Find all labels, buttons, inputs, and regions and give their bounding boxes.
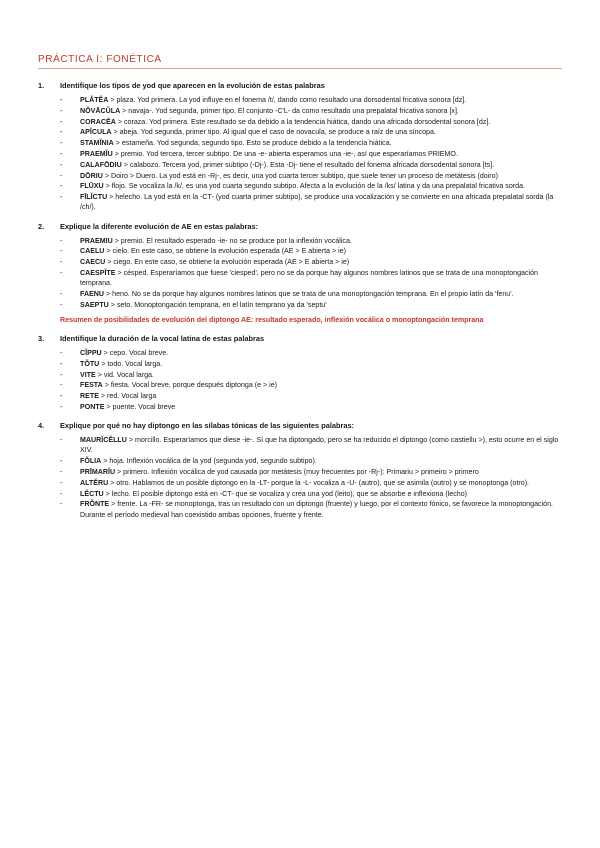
item-explanation: > helecho. La yod está en la -CT- (yod cuarta primer subtipo), se produce una vocalización y se convierte en una africada prepalatal sorda (la /ch/). (80, 193, 554, 212)
list-item (60, 456, 562, 466)
bullet-dash: - (60, 348, 63, 357)
item-text (80, 435, 562, 455)
item-explanation: > Doiro > Duero. La yod está en -Rj-, es decir, una yod cuarta tercer subtipo, que suele tener un proceso de metátesis (doiro) (102, 171, 498, 180)
latin-word: RETE (80, 392, 99, 401)
item-text (80, 289, 562, 299)
item-text (80, 370, 562, 380)
section-heading (38, 334, 562, 343)
page-title: PRÁCTICA I: FONÉTICA (38, 54, 562, 69)
list-item (60, 348, 562, 358)
bullet-dash: - (60, 139, 63, 148)
list-item (60, 435, 562, 455)
item-text (80, 467, 562, 477)
list-item (60, 467, 562, 477)
item-text (80, 478, 562, 488)
item-text (80, 138, 562, 148)
section-number: 2. (38, 221, 45, 231)
section-3 (38, 334, 562, 412)
item-text (80, 380, 562, 390)
item-text (80, 402, 562, 412)
bullet-dash: - (60, 236, 63, 245)
bullet-dash: - (60, 500, 63, 509)
list-item (60, 117, 562, 127)
item-text (80, 127, 562, 137)
item-text (80, 359, 562, 369)
latin-word: CORACĔA (80, 117, 116, 126)
item-explanation: > flojo. Se vocaliza la /k/, es una yod cuarta segundo subtipo. Afecta a la evolución de la /ks/ latina y da una prepalatal fricativa sorda. (103, 182, 526, 191)
item-list (38, 348, 562, 412)
bullet-dash: - (60, 96, 63, 104)
section-heading (38, 421, 562, 430)
latin-word: PONTE (80, 402, 105, 411)
bullet-dash: - (60, 247, 63, 256)
bullet-dash: - (60, 392, 63, 401)
item-explanation: > fiesta. Vocal breve, porque después diptonga (e > ie) (102, 381, 278, 390)
latin-word: STAMĬNIA (80, 139, 114, 148)
bullet-dash: - (60, 457, 63, 466)
list-item (60, 402, 562, 412)
latin-word: PRAEMIU (80, 236, 113, 245)
item-text (80, 391, 562, 401)
latin-word: FRŎNTE (80, 500, 110, 509)
item-explanation: > todo. Vocal larga. (99, 359, 163, 368)
item-explanation: > premio. El resultado esperado -ie- no se produce por la inflexión vocálica. (112, 236, 352, 245)
latin-word: FAENU (80, 289, 105, 298)
bullet-dash: - (60, 258, 63, 267)
item-text (80, 499, 562, 519)
item-explanation: > puente. Vocal breve (104, 402, 176, 411)
latin-word: DŌRIU (80, 171, 103, 180)
bullet-dash: - (60, 171, 63, 180)
item-list (38, 236, 562, 310)
latin-word: FESTA (80, 381, 103, 390)
item-explanation: > frente. La -FR- se monoptonga, tras un resultado con un diptongo (fruente) y luego, por el contexto fónico, se favorece la monoptongación. Durante el período medieval han coexistido ambas opciones, fruente y frente. (80, 500, 553, 519)
item-text (80, 246, 562, 256)
latin-word: TŎTU (80, 359, 100, 368)
section-number: 3. (38, 333, 45, 343)
summary-note: Resumen de posibilidades de evolución del diptongo AE: resultado esperado, inflexión vocálica o monoptongación temprana (60, 315, 484, 324)
bullet-dash: - (60, 381, 63, 390)
item-explanation: > césped. Esperaríamos que fuese 'ciesped', pero no se da porque hay algunos nombres latinos que se trata de una monoptongación temprana. (80, 268, 538, 288)
bullet-dash: - (60, 268, 63, 277)
item-explanation: > otro. Hablamos de un posible diptongo en la -LT- porque la -L- vocaliza a -U- (autro), que se asimila (outro) y se monoptonga (otro). (108, 478, 530, 487)
item-list (38, 95, 562, 213)
list-item (60, 370, 562, 380)
bullet-dash: - (60, 402, 63, 411)
item-explanation: > coraza. Yod primera. Este resultado se da debido a la tendencia hiática, dando una africada dorsodental sonora [dz]. (115, 117, 491, 126)
list-item (60, 127, 562, 137)
item-text (80, 95, 562, 105)
item-explanation: > vid. Vocal larga. (95, 370, 154, 379)
item-explanation: > red. Vocal larga (98, 392, 157, 401)
list-item (60, 192, 562, 212)
latin-word: NŎVĀCŬLA (80, 106, 121, 115)
bullet-dash: - (60, 370, 63, 379)
item-explanation: > heno. No se da porque hay algunos nombres latinos que se trata de una monoptongación temprana. En el propio latín da 'fenu'. (104, 289, 514, 298)
item-explanation: > estameña. Yod segunda, segundo tipo. Esto se produce debido a la tendencia hiática. (113, 139, 392, 148)
bullet-dash: - (60, 193, 63, 202)
list-item (60, 300, 562, 310)
section-heading-text: Explique por qué no hay diptongo en las sílabas tónicas de las siguientes palabras: (60, 421, 355, 431)
section-2 (38, 222, 562, 324)
list-item (60, 171, 562, 181)
item-text (80, 106, 562, 116)
latin-word: FLŪXU (80, 182, 104, 191)
item-explanation: > cepo. Vocal breve. (101, 348, 169, 357)
bullet-dash: - (60, 300, 63, 309)
item-list (38, 435, 562, 520)
latin-word: CĬPPU (80, 348, 102, 357)
list-item (60, 257, 562, 267)
item-explanation: > ciego. En este caso, se obtiene la evolución esperada (AE > E abierta > ie) (105, 258, 350, 267)
list-item (60, 499, 562, 519)
latin-word: MAURĬCĔLLU (80, 436, 127, 445)
latin-word: PRĪMARĬU (80, 467, 116, 476)
latin-word: PRAEMĬU (80, 149, 113, 158)
list-item (60, 289, 562, 299)
list-item (60, 160, 562, 170)
item-explanation: > cielo. En este caso, se obtiene la evolución esperada (AE > E abierta > ie) (104, 247, 346, 256)
item-text (80, 236, 562, 246)
item-explanation: > primero. Inflexión vocálica de yod causada por metátesis (muy frecuentes por -Rj-): Primariu > primeiro > primero (115, 467, 479, 476)
item-text (80, 456, 562, 466)
latin-word: FŎLIA (80, 457, 102, 466)
bullet-dash: - (60, 160, 63, 169)
sections-container (38, 81, 562, 520)
item-text (80, 489, 562, 499)
list-item (60, 380, 562, 390)
section-1 (38, 81, 562, 213)
list-item (60, 478, 562, 488)
bullet-dash: - (60, 289, 63, 298)
section-heading-text: Identifique los tipos de yod que aparecen en la evolución de estas palabras (60, 81, 325, 90)
latin-word: VITE (80, 370, 96, 379)
item-text (80, 171, 562, 181)
list-item (60, 246, 562, 256)
bullet-dash: - (60, 117, 63, 126)
item-text (80, 268, 562, 288)
item-explanation: > plaza. Yod primera. La yod influye en el fonema /t/, dando como resultado una dorsodental fricativa sonora [dz]. (108, 96, 467, 104)
list-item (60, 95, 562, 105)
list-item (60, 149, 562, 159)
item-text (80, 192, 562, 212)
latin-word: CAELU (80, 247, 105, 256)
item-text (80, 160, 562, 170)
latin-word: SAEPTU (80, 300, 109, 309)
item-text (80, 257, 562, 267)
latin-word: ALTĔRU (80, 478, 109, 487)
bullet-dash: - (60, 478, 63, 487)
section-number: 4. (38, 421, 45, 431)
item-explanation: > navaja-. Yod segunda, primer tipo. El conjunto -C'L- da como resultado una prepalatal fricativa sonora [x]. (120, 106, 459, 115)
bullet-dash: - (60, 149, 63, 158)
list-item (60, 181, 562, 191)
item-explanation: > premio. Yod tercera, tercer subtipo. De una -e- abierta esperamos una -ie-, así que esperaríamos PRIEMO. (112, 149, 458, 158)
section-heading-text: Explique la diferente evolución de AE en estas palabras: (60, 221, 259, 231)
bullet-dash: - (60, 489, 63, 498)
item-text (80, 149, 562, 159)
latin-word: LĔCTU (80, 489, 104, 498)
list-item (60, 106, 562, 116)
latin-word: FĪLĬCTU (80, 193, 108, 202)
item-text (80, 181, 562, 191)
bullet-dash: - (60, 359, 63, 368)
section-4 (38, 421, 562, 520)
list-item (60, 489, 562, 499)
section-heading (38, 222, 562, 231)
bullet-dash: - (60, 106, 63, 115)
list-item (60, 359, 562, 369)
item-explanation: > abeja. Yod segunda, primer tipo. Al igual que el caso de novacula, se produce a raíz de una síncopa. (111, 128, 436, 137)
latin-word: CALAFŌDIU (80, 160, 122, 169)
item-text (80, 300, 562, 310)
bullet-dash: - (60, 436, 63, 445)
latin-word: PLĂTĔA (80, 96, 109, 104)
item-explanation: > lecho. El posible diptongo está en -CT- que se vocaliza y crea una yod (leito), que se absorbe e inflexiona (lecho) (103, 489, 468, 498)
item-explanation: > hoja. Inflexión vocálica de la yod (segunda yod, segundo subtipo). (101, 457, 317, 466)
list-item (60, 138, 562, 148)
latin-word: CAESPĬTE (80, 268, 116, 277)
list-item (60, 391, 562, 401)
list-item (60, 236, 562, 246)
latin-word: APĬCULA (80, 128, 112, 137)
bullet-dash: - (60, 182, 63, 191)
section-heading (38, 81, 562, 90)
bullet-dash: - (60, 467, 63, 476)
item-text (80, 117, 562, 127)
item-explanation: > seto. Monoptongación temprana, en el latín temprano ya da 'septu' (108, 300, 327, 309)
latin-word: CAECU (80, 258, 106, 267)
section-heading-text: Identifique la duración de la vocal latina de estas palabras (60, 333, 265, 343)
item-explanation: > calabozo. Tercera yod, primer subtipo (-Dj-). Esta -Dj- tiene el resultado del fonema africada dorsodental sonora [ts]. (121, 160, 495, 169)
item-text (80, 348, 562, 358)
section-number: 1. (38, 81, 45, 90)
item-explanation: > morcillo. Esperaríamos que diese -ie-. Sí que ha diptongado, pero se ha reducido el diptongo (como castiellu >), esto ocurre en el siglo XIV. (80, 436, 559, 455)
list-item (60, 268, 562, 288)
bullet-dash: - (60, 128, 63, 137)
